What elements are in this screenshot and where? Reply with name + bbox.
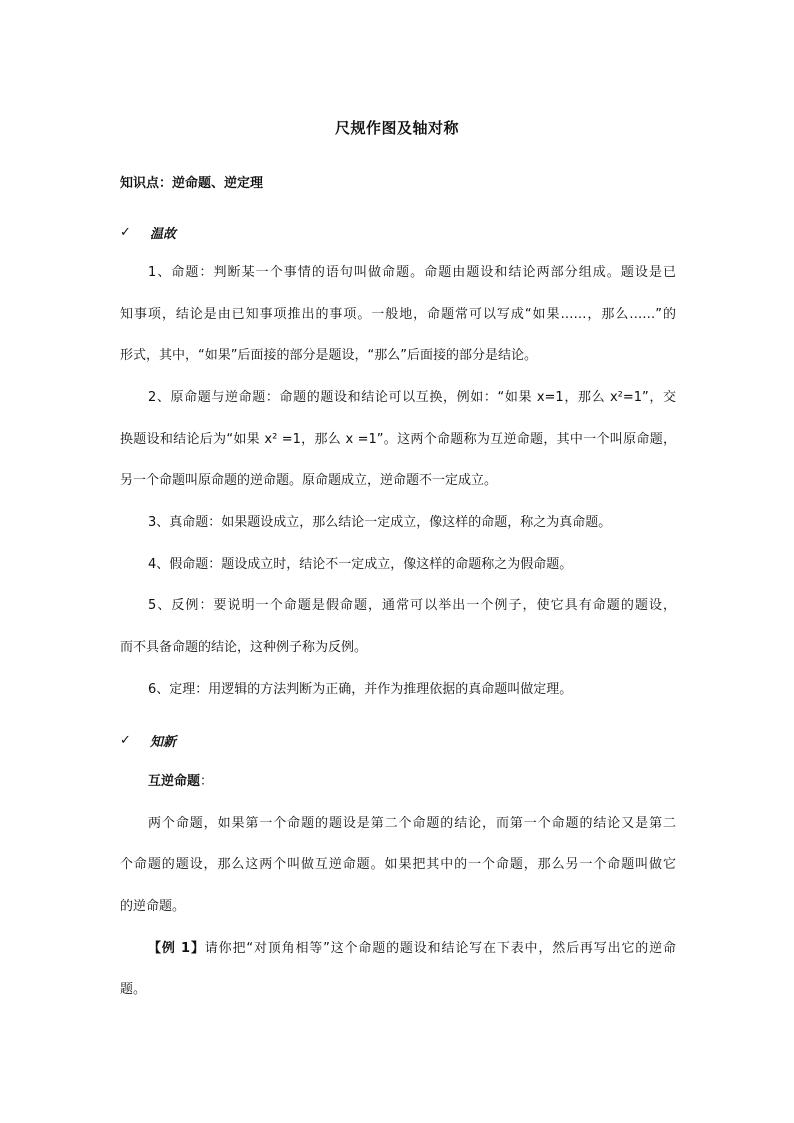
review-line: 而不具备命题的结论，这种例子称为反例。 xyxy=(120,640,368,655)
new-label: 知新 xyxy=(150,735,177,750)
page-title: 尺规作图及轴对称 xyxy=(334,119,459,137)
new-line: 的逆命题。 xyxy=(120,899,186,914)
example-tag: 【例 1】 xyxy=(148,941,205,956)
review-line: 4、假命题：题设成立时，结论不一定成立，像这样的命题称之为假命题。 xyxy=(148,557,573,572)
subheading-text: 互逆命题 xyxy=(148,774,201,789)
review-line: 知事项，结论是由已知事项推出的事项。一般地，命题常可以写成“如果……，那么……”的 xyxy=(120,307,676,322)
review-line: 2、原命题与逆命题：命题的题设和结论可以互换，例如：“如果 x=1，那么 x²=1”，交 xyxy=(148,390,676,405)
review-line: 另一个命题叫原命题的逆命题。原命题成立，逆命题不一定成立。 xyxy=(120,473,498,488)
subheading-colon: ： xyxy=(200,774,214,789)
knowledge-point-heading: 知识点：逆命题、逆定理 xyxy=(120,176,264,191)
review-line: 形式，其中，“如果”后面接的部分是题设，“那么”后面接的部分是结论。 xyxy=(120,348,537,363)
review-line: 1、命题：判断某一个事情的语句叫做命题。命题由题设和结论两部分组成。题设是已 xyxy=(148,265,676,280)
example-tail: 题。 xyxy=(120,982,147,997)
review-line: 6、定理：用逻辑的方法判断为正确，并作为推理依据的真命题叫做定理。 xyxy=(148,682,573,697)
review-line: 5、反例：要说明一个命题是假命题，通常可以举出一个例子，使它具有命题的题设， xyxy=(148,598,676,613)
example-line xyxy=(148,940,676,958)
review-line: 换题设和结论后为“如果 x² =1，那么 x =1”。这两个命题称为互逆命题，其中一个叫原命题， xyxy=(120,432,676,447)
new-line: 个命题的题设，那么这两个叫做互逆命题。如果把其中的一个命题，那么另一个命题叫做它 xyxy=(120,857,676,872)
new-line: 两个命题，如果第一个命题的题设是第二个命题的结论，而第一个命题的结论又是第二 xyxy=(148,816,676,831)
review-line: 3、真命题：如果题设成立，那么结论一定成立，像这样的命题，称之为真命题。 xyxy=(148,515,612,530)
review-label: 温故 xyxy=(150,227,177,242)
checkmark-icon: ✓ xyxy=(120,225,131,240)
new-section-header xyxy=(120,731,176,750)
example-text: 请你把“对顶角相等”这个命题的题设和结论写在下表中，然后再写出它的逆命 xyxy=(204,941,676,956)
mutual-proposition-heading xyxy=(148,773,676,791)
checkmark-icon: ✓ xyxy=(120,733,131,748)
review-section-header xyxy=(120,223,176,242)
